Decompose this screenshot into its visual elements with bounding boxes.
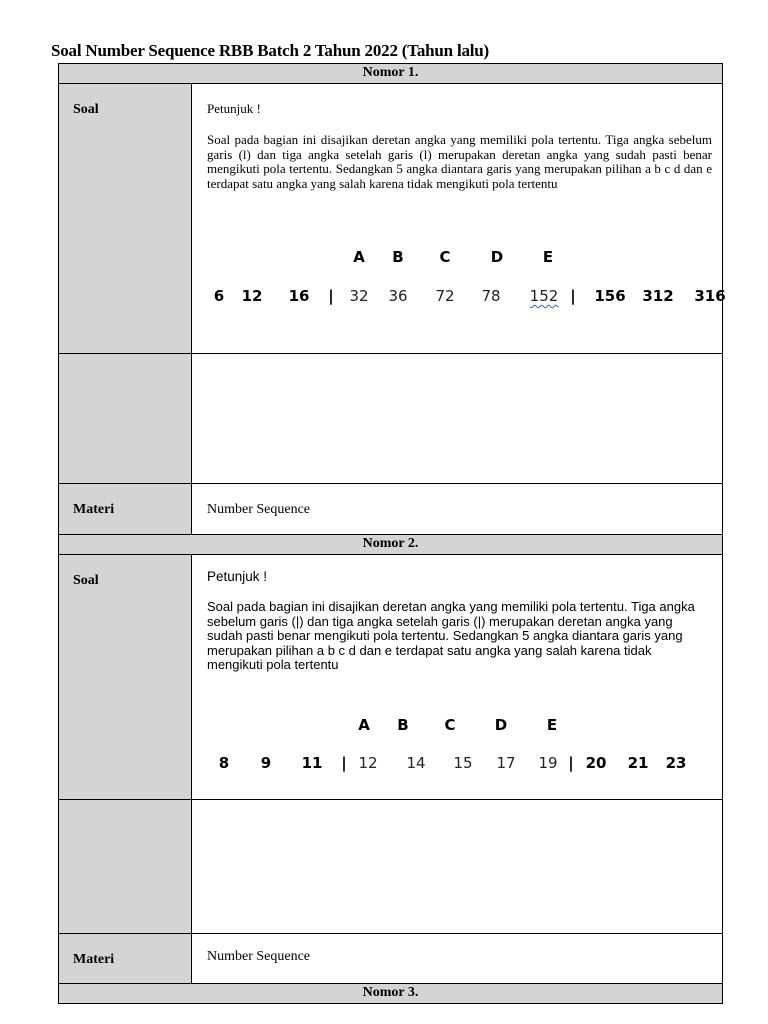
option-letter-e: E — [546, 716, 558, 734]
instruction-text: Soal pada bagian ini disajikan deretan angka yang memiliki pola tertentu. Tiga angka sebelum garis (l) dan tiga angka setelah garis (l) merupakan deretan angka yang sudah pasti benar mengikuti pola tertentu. Sedangkan 5 angka diantara garis yang merupakan pilihan a b c d dan e terdapat satu angka yang salah karena tidak mengikuti pola tertentu — [207, 132, 712, 191]
sequence-before-number: 9 — [260, 754, 272, 772]
sequence-before-number: 16 — [288, 287, 310, 305]
sequence-separator: | — [341, 754, 347, 772]
option-letter-c: C — [444, 716, 456, 734]
soal-label: Soal — [73, 102, 99, 117]
question-number-label: Nomor 1. — [362, 65, 419, 80]
sequence-after-number: 21 — [627, 754, 649, 772]
question-number-label: Nomor 2. — [362, 536, 419, 551]
sequence-before-number: 8 — [218, 754, 230, 772]
sequence-option-b: 14 — [406, 754, 426, 772]
sequence-option-b: 36 — [388, 287, 408, 305]
question-number-label: Nomor 3. — [362, 985, 419, 1000]
sequence-option-a: 32 — [349, 287, 369, 305]
option-letter-a: A — [358, 716, 370, 734]
instruction-text: Soal pada bagian ini disajikan deretan angka yang memiliki pola tertentu. Tiga angka sebelum garis (|) dan tiga angka setelah garis (|) merupakan deretan angka yang sudah pasti benar mengikuti pola tertentu. Sedangkan 5 angka diantara garis yang merupakan pilihan a b c d dan e terdapat satu angka yang salah karena tidak mengikuti pola tertentu — [207, 599, 695, 672]
sequence-before-number: 12 — [241, 287, 263, 305]
materi-row — [58, 934, 723, 983]
soal-label-cell — [59, 555, 192, 799]
materi-label: Materi — [73, 502, 115, 517]
soal-row — [58, 555, 723, 799]
sequence-after-number: 156 — [594, 287, 626, 305]
question-number-bar — [58, 63, 723, 84]
option-letter-c: C — [439, 248, 451, 266]
option-letter-b: B — [392, 248, 404, 266]
option-letter-d: D — [494, 716, 508, 734]
soal-label: Soal — [73, 573, 99, 588]
blank-row — [58, 354, 723, 484]
soal-row — [58, 84, 726, 353]
sequence-option-a: 12 — [358, 754, 378, 772]
sequence-before-number: 6 — [213, 287, 225, 305]
option-letter-e: E — [542, 248, 554, 266]
sequence-after-number: 20 — [585, 754, 607, 772]
blank-label-cell — [59, 354, 192, 484]
sequence-before-number: 11 — [301, 754, 323, 772]
materi-row — [58, 484, 723, 534]
materi-label: Materi — [73, 952, 115, 967]
question-number-bar — [58, 534, 723, 555]
sequence-option-c: 72 — [435, 287, 455, 305]
sequence-option-e: 152 — [529, 287, 559, 305]
blank-label-cell — [59, 800, 192, 933]
question-number-bar — [58, 983, 723, 1004]
sequence-option-d: 17 — [496, 754, 516, 772]
instruction-title: Petunjuk ! — [207, 101, 261, 116]
sequence-option-e: 19 — [538, 754, 558, 772]
materi-label-cell — [59, 484, 192, 534]
option-letter-d: D — [490, 248, 504, 266]
materi-label-cell — [59, 934, 192, 983]
document-title: Soal Number Sequence RBB Batch 2 Tahun 2022 (Tahun lalu) — [51, 41, 490, 60]
materi-value: Number Sequence — [207, 502, 311, 517]
sequence-after-number: 316 — [694, 287, 726, 305]
sequence-after-number: 23 — [665, 754, 687, 772]
sequence-separator: | — [570, 287, 576, 305]
blank-row — [58, 800, 723, 933]
sequence-after-number: 312 — [642, 287, 674, 305]
sequence-separator: | — [328, 287, 334, 305]
sequence-option-d: 78 — [481, 287, 501, 305]
sequence-option-c: 15 — [453, 754, 473, 772]
instruction-title: Petunjuk ! — [207, 569, 268, 584]
option-letter-a: A — [353, 248, 365, 266]
materi-value: Number Sequence — [207, 949, 311, 964]
soal-label-cell — [59, 84, 192, 353]
sequence-separator: | — [568, 754, 574, 772]
option-letter-b: B — [397, 716, 409, 734]
